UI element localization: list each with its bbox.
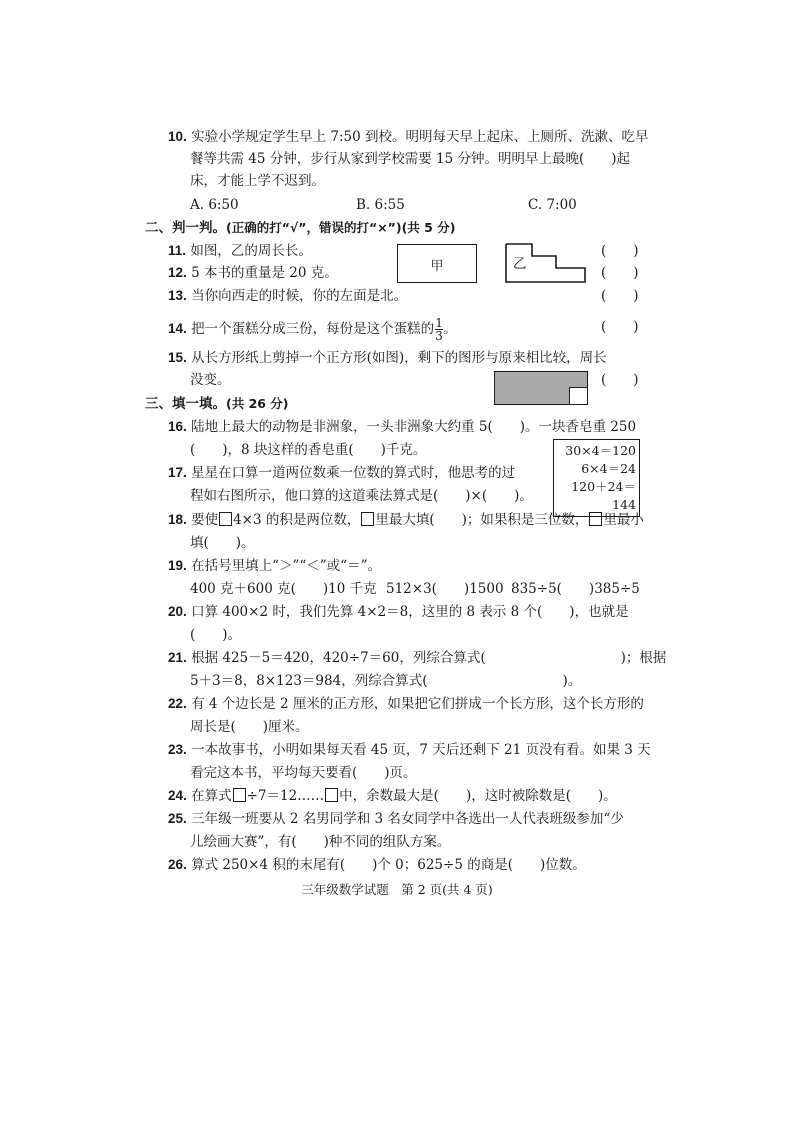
q12-answer-paren[interactable]: ( )	[601, 265, 639, 281]
q21-text-2: 5＋3＝8，8×123＝984，列综合算式( )。	[190, 673, 582, 689]
q19-compare-3: 835÷5( )385÷5	[511, 581, 640, 597]
q14-fraction-denominator: 3	[435, 329, 443, 343]
q14-end: 。	[443, 321, 457, 337]
q14-fraction	[435, 317, 443, 342]
section-3-title: 三、填一填。	[145, 396, 226, 412]
q22-text-2: 周长是( )厘米。	[190, 719, 309, 735]
q25-text-2: 儿绘画大赛”，有( )种不同的组队方案。	[190, 834, 451, 850]
blank-square-icon	[589, 512, 602, 526]
q14-fraction-numerator: 1	[435, 316, 443, 330]
q17-text-1: 星星在口算一道两位数乘一位数的算式时，他思考的过	[191, 465, 516, 481]
q17-calc-box	[553, 439, 640, 517]
q11	[168, 242, 312, 260]
q10-text-2: 餐等共需 45 分钟，步行从家到学校需要 15 分钟。明明早上最晚( )起	[190, 151, 631, 167]
q21-text-1: 根据 425－5＝420，420÷7＝60，列综合算式( )；根据	[191, 650, 667, 666]
q18-text-b: 4×3 的积是两位数，	[233, 512, 361, 528]
q24-text-a: 在算式	[191, 788, 232, 804]
q22-text-1: 有 4 个边长是 2 厘米的正方形，如果把它们拼成一个长方形，这个长方形的	[191, 696, 644, 712]
q19-number: 19.	[168, 558, 187, 573]
q19-compare-2: 512×3( )1500	[386, 581, 504, 597]
section-2-heading	[145, 219, 455, 237]
q15-cut-square	[569, 387, 587, 404]
q10-text-3: 床，才能上学不迟到。	[190, 173, 325, 189]
q26-number: 26.	[168, 857, 187, 872]
q18-number: 18.	[168, 512, 187, 527]
section-3-heading	[145, 395, 289, 413]
q13-number: 13.	[168, 288, 187, 303]
q11-text: 如图，乙的周长长。	[190, 243, 312, 259]
q11-number: 11.	[168, 243, 187, 258]
q25-text-1: 三年级一班要从 2 名男同学和 3 名女同学中各选出一人代表班级参加“少	[191, 811, 624, 827]
q22-number: 22.	[168, 696, 187, 711]
shape-jia	[397, 244, 477, 283]
section-3-note: (共 26 分)	[226, 396, 289, 411]
q20-text-2: ( )。	[190, 627, 242, 643]
q24-text-c: 中，余数最大是( )，这时被除数是( )。	[339, 788, 617, 804]
section-2-title: 二、判一判。	[145, 220, 226, 236]
q19-text: 在括号里填上“＞”“＜”或“＝”。	[191, 558, 381, 574]
q23-text-1: 一本故事书，小明如果每天看 45 页，7 天后还剩下 21 页没有看。如果 3 天	[191, 742, 651, 758]
q22-line1	[168, 695, 644, 713]
q17-line1	[168, 464, 515, 482]
q21-number: 21.	[168, 650, 187, 665]
q15-text-1: 从长方形纸上剪掉一个正方形(如图)，剩下的图形与原来相比较，周长	[191, 350, 607, 366]
section-2-note: (正确的打“√”，错误的打“×”)(共 5 分)	[226, 220, 456, 235]
q17-text-2: 程如右图所示，他口算的这道乘法算式是( )×( )。	[190, 488, 533, 504]
q13-answer-paren[interactable]: ( )	[601, 288, 639, 304]
q17-number: 17.	[168, 465, 187, 480]
q15-text-2: 没变。	[190, 372, 231, 388]
q14-text: 把一个蛋糕分成三份，每份是这个蛋糕的	[191, 321, 435, 337]
blank-square-icon	[361, 512, 374, 526]
q24-number: 24.	[168, 788, 187, 803]
q10-option-a: A. 6:50	[190, 197, 239, 213]
q14-number: 14.	[168, 321, 187, 336]
blank-square-icon	[233, 788, 246, 802]
q10-number: 10.	[168, 129, 187, 144]
q10-line1	[168, 128, 648, 146]
q16-text-2: ( )，8 块这样的香皂重( )千克。	[190, 442, 427, 458]
calc-line-3: 120＋24＝144	[571, 479, 636, 512]
q10-option-b: B. 6:55	[356, 197, 405, 213]
q26	[168, 856, 586, 874]
q18-text-d: 里最小	[603, 512, 644, 528]
q25-number: 25.	[168, 811, 187, 826]
q26-text: 算式 250×4 积的末尾有( )个 0；625÷5 的商是( )位数。	[191, 857, 586, 873]
q16-number: 16.	[168, 419, 187, 434]
q20-text-1: 口算 400×2 时，我们先算 4×2＝8，这里的 8 表示 8 个( )，也就是	[191, 604, 629, 620]
calc-line-1: 30×4＝120	[565, 443, 636, 458]
q12-text: 5 本书的重量是 20 克。	[191, 265, 338, 281]
q18-text-a: 要使	[191, 512, 219, 528]
calc-line-2: 6×4＝24	[581, 461, 636, 476]
q18-line1	[168, 511, 644, 529]
q18-text-2: 填( )。	[190, 535, 255, 551]
blank-square-icon	[325, 788, 338, 802]
q23-number: 23.	[168, 742, 187, 757]
q12-number: 12.	[168, 265, 187, 280]
q16-line1	[168, 418, 636, 436]
q20-number: 20.	[168, 604, 187, 619]
q13-text: 当你向西走的时候，你的左面是北。	[191, 288, 408, 304]
q24	[168, 787, 617, 805]
q12	[168, 264, 338, 282]
q20-line1	[168, 603, 629, 621]
shape-yi-label: 乙	[513, 256, 527, 272]
q23-text-2: 看完这本书，平均每天要看( )页。	[190, 765, 417, 781]
page-footer: 三年级数学试题 第 2 页(共 4 页)	[301, 882, 493, 897]
q14	[168, 317, 457, 342]
q18-text-c: 里最大填( )；如果积是三位数，	[375, 512, 589, 528]
q15-answer-paren[interactable]: ( )	[601, 372, 639, 388]
q10-option-c: C. 7:00	[528, 197, 577, 213]
q10-text-1: 实验小学规定学生早上 7:50 到校。明明每天早上起床、上厕所、洗漱、吃早	[191, 129, 649, 145]
q19-compare-1: 400 克＋600 克( )10 千克	[190, 581, 377, 597]
q11-answer-paren[interactable]: ( )	[601, 243, 639, 259]
q15-rectangle-figure	[494, 371, 588, 405]
q15-number: 15.	[168, 350, 187, 365]
q19	[168, 557, 381, 575]
q21-line1	[168, 649, 666, 667]
shape-jia-label: 甲	[430, 259, 444, 274]
q13	[168, 287, 407, 305]
q24-text-b: ÷7＝12……	[246, 788, 325, 804]
q23-line1	[168, 741, 651, 759]
q25-line1	[168, 810, 624, 828]
blank-square-icon	[219, 512, 232, 526]
q16-text-1: 陆地上最大的动物是非洲象，一头非洲象大约重 5( )。一块香皂重 250	[191, 419, 637, 435]
q14-answer-paren[interactable]: ( )	[601, 319, 639, 335]
q15-line1	[168, 349, 607, 367]
